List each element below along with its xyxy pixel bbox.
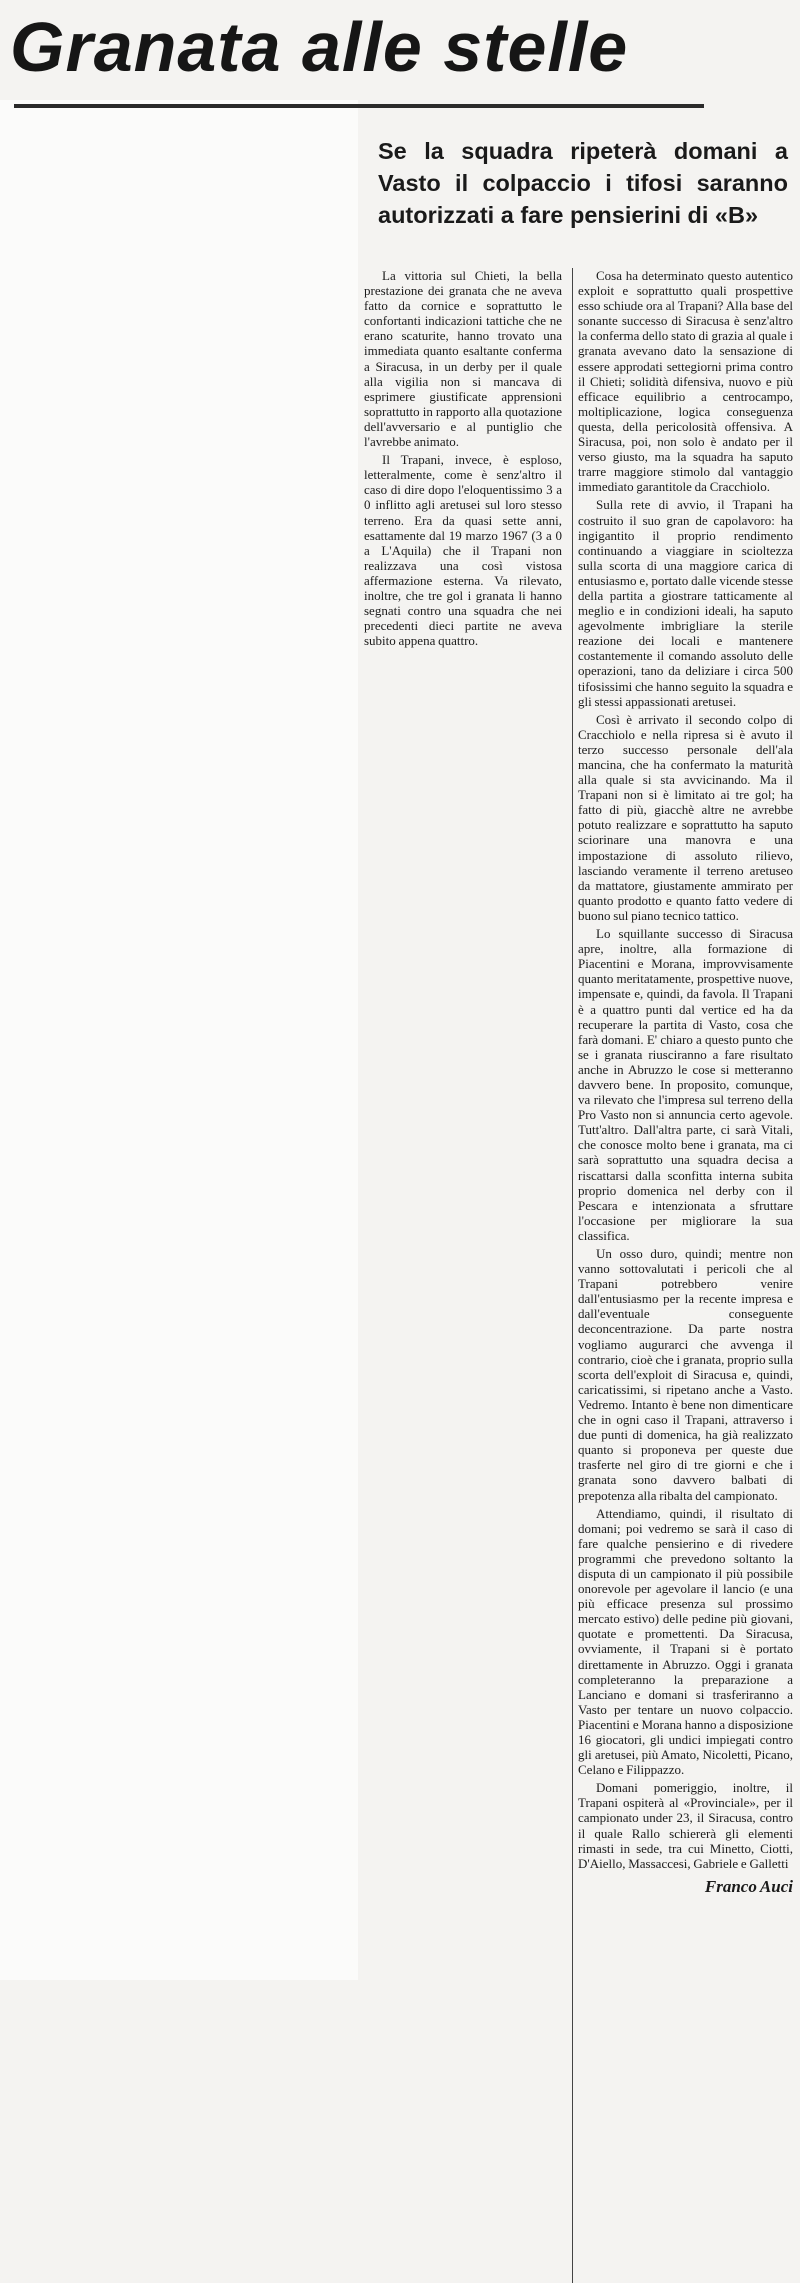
paragraph: Sulla rete di avvio, il Trapani ha costruito il suo gran de capolavoro: ha ingigantito il proprio rendimento continuando a viaggiare in scioltezza sulla scorta di una maggiore carica di entusiasmo e, portato dalle vicende stesse della partita a giostrare tatticamente al meglio e in condizioni ideali, ha saputo agevolmente imbrigliare la sterile reazione dei locali e mantenere costantemente il comando assoluto delle operazioni, tano da deliziare i circa 500 tifosissimi che hanno seguito la squadra e gli stessi appassionati aretusei. xyxy=(578,497,793,709)
paragraph: Attendiamo, quindi, il risultato di domani; poi vedremo se sarà il caso di fare qualche pensierino e di rivedere programmi che prevedono soltanto la disputa di un campionato il più possibile onorevole per agevolare il lancio (e una più efficace presenza sul prossimo mercato estivo) delle pedine più giovani, quotate e promettenti. Da Siracusa, ovviamente, il Trapani si è portato direttamente in Abruzzo. Oggi i granata completeranno la preparazione a Lanciano e domani si trasferiranno a Vasto per tentare un nuovo colpaccio. Piacentini e Morana hanno a disposizione 16 giocatori, gli undici impiegati contro gli aretusei, più Amato, Nicoletti, Picano, Celano e Filippazzo. xyxy=(578,1505,793,1778)
paragraph: Così è arrivato il secondo colpo di Cracchiolo e nella ripresa si è avuto il terzo successo personale dell'ala mancina, che ha confermato la maturità alla quale si sta avvicinando. Ma il Trapani non si è limitato ai tre gol; ha fatto di più, giacchè altre ne avrebbe potuto realizzare e soprattutto ha saputo sciorinare una manovra e una impostazione di assoluto rilievo, lasciando veramente il terreno aretuseo da mattatore, giustamente ammirato per quanto prodotto e quanto fatto vedere di buono sul piano tecnico tattico. xyxy=(578,711,793,923)
article-column-2 xyxy=(578,268,793,1894)
article-column-1 xyxy=(364,268,562,651)
headline: Granata alle stelle xyxy=(10,8,629,86)
subheadline: Se la squadra ripeterà domani a Vasto il colpaccio i tifosi saranno autorizzati a fare pensierini di «B» xyxy=(378,138,788,228)
blank-column-area xyxy=(0,100,358,1980)
paragraph: Cosa ha determinato questo autentico exploit e soprattutto quali prospettive esso schiude ora al Trapani? Alla base del sonante successo di Siracusa è senz'altro la conferma dello stato di grazia al quale i granata avevano dato la sensazione di essere approdati settegiorni prima contro il Chieti; solidità difensiva, nuovo e più efficace equilibrio a centrocampo, moltiplicazione, logica conseguenza questa, della pericolosità offensiva. A Siracusa, poi, non solo è andato per il verso giusto, ma la squadra ha saputo trarre maggiore stimolo dal vantaggio immediato garantitole da Cracchiolo. xyxy=(578,268,793,495)
headline-rule xyxy=(14,104,704,108)
paragraph: Il Trapani, invece, è esploso, letteralmente, come è senz'altro il caso di dire dopo l'eloquentissimo 3 a 0 inflitto agli aretusei sul loro stesso terreno. Era da quasi sette anni, esattamente dal 19 marzo 1967 (3 a 0 a L'Aquila) che il Trapani non realizzava una così vistosa affermazione esterna. Va rilevato, inoltre, che tre gol i granata li hanno segnati contro una squadra che nei precedenti dieci partite ne aveva subito appena quattro. xyxy=(364,452,562,649)
paragraph: Un osso duro, quindi; mentre non vanno sottovalutati i pericoli che al Trapani potrebbero venire dall'entusiasmo per la recente impresa e dall'eventuale conseguente deconcentrazione. Da parte nostra vogliamo augurarci che avvenga il contrario, cioè che i granata, proprio sulla scorta dell'exploit di Siracusa e, quindi, caricatissimi, si ripetano anche a Vasto. Vedremo. Intanto è bene non dimenticare che in ogni caso il Trapani, attraverso i due punti di domenica, ha già realizzato quanto si proponeva per queste due trasferte nel giro di tre giorni e che i granata sono davvero balbati di prepotenza alla ribalta del campionato. xyxy=(578,1246,793,1503)
paragraph: Lo squillante successo di Siracusa apre, inoltre, alla formazione di Piacentini e Morana, improvvisamente quanto meritatamente, prospettive nuove, impensate e, quindi, da favola. Il Trapani è a quattro punti dal vertice ed ha da recuperare la partita di Vasto, cosa che farà domani. E' chiaro a questo punto che se i granata riusciranno a fare risultato anche in Abruzzo le cose si metteranno davvero bene. In proposito, comunque, va rilevato che l'impresa sul terreno della Pro Vasto non si annuncia certo agevole. Tutt'altro. Dall'altra parte, ci sarà Vitali, che conosce molto bene i granata, ma ci sarà soprattutto una squadra decisa a riscattarsi dalla sconfitta interna subita proprio domenica nel derby con il Pescara e intenzionata a sfruttare l'occasione per migliorare la sua classifica. xyxy=(578,926,793,1243)
paragraph: Domani pomeriggio, inoltre, il Trapani ospiterà al «Provinciale», per il campionato under 23, il Siracusa, contro il quale Rallo schiererà gli elementi rimasti in sede, tra cui Minetto, Ciotti, D'Aiello, Massaccesi, Gabriele e Galletti xyxy=(578,1780,793,1871)
column-divider xyxy=(572,268,573,2283)
paragraph: La vittoria sul Chieti, la bella prestazione dei granata che ne aveva fatto da cornice e soprattutto le confortanti indicazioni tattiche che ne erano scaturite, hanno trovato una immediata quanto esaltante conferma a Siracusa, in un derby per il quale alla vigilia non si mancava di esprimere giustificate apprensioni soprattutto in rapporto alla quotazione dell'avversario e al puntiglio che l'avrebbe animato. xyxy=(364,268,562,450)
author-signature: Franco Auci xyxy=(704,1876,793,1896)
